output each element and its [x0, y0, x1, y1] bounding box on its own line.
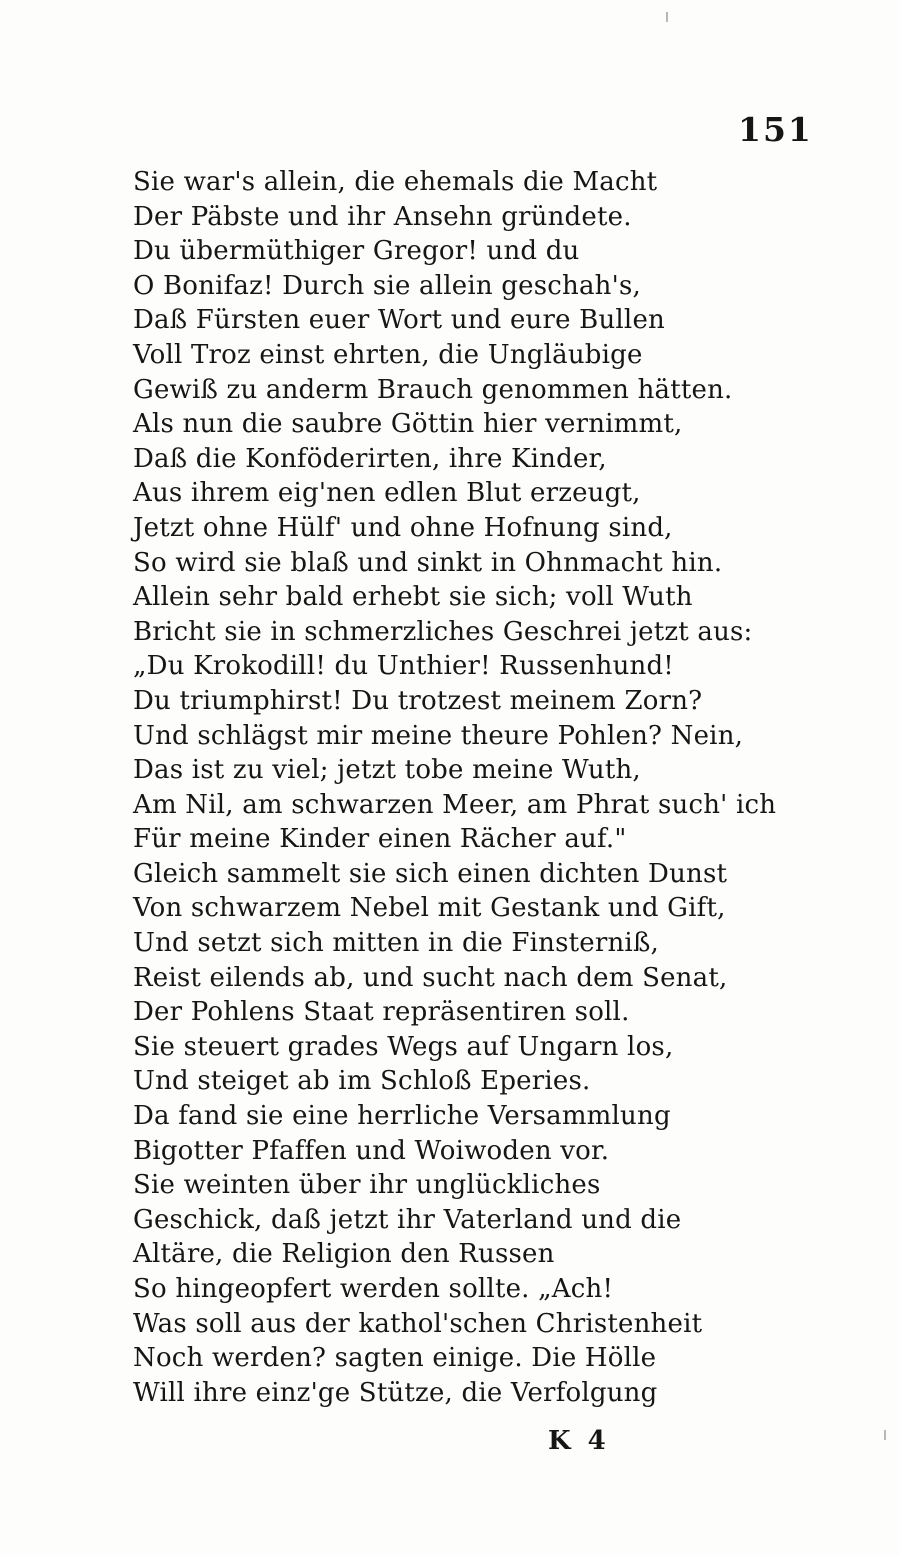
- verse-line: Der Päbste und ihr Ansehn gründete.: [133, 201, 632, 232]
- verse-line: Daß die Konföderirten, ihre Kinder,: [133, 443, 607, 474]
- verse-line: Und steiget ab im Schloß Eperies.: [133, 1066, 591, 1097]
- verse-line: Daß Fürsten euer Wort und eure Bullen: [133, 305, 665, 336]
- verse-line: Sie weinten über ihr unglückliches: [133, 1170, 601, 1201]
- verse-line: Für meine Kinder einen Rächer auf.": [133, 824, 627, 855]
- verse-line: Voll Troz einst ehrten, die Ungläubige: [133, 339, 643, 370]
- verse-line: Jetzt ohne Hülf' und ohne Hofnung sind,: [133, 512, 673, 543]
- verse-line: So wird sie blaß und sinkt in Ohnmacht hin.: [133, 547, 723, 578]
- verse-line: Der Pohlens Staat repräsentiren soll.: [133, 997, 630, 1028]
- verse-line: Was soll aus der kathol'schen Christenheit: [133, 1308, 703, 1339]
- verse-line: Bigotter Pfaffen und Woiwoden vor.: [133, 1135, 610, 1166]
- paper-speck: [666, 12, 668, 22]
- verse-line: Reist eilends ab, und sucht nach dem Senat,: [133, 962, 728, 993]
- verse-line: Du triumphirst! Du trotzest meinem Zorn?: [133, 685, 703, 716]
- verse-line: Aus ihrem eig'nen edlen Blut erzeugt,: [133, 478, 641, 509]
- verse-line: Da fand sie eine herrliche Versammlung: [133, 1101, 671, 1132]
- signature-mark: K 4: [548, 1426, 610, 1456]
- page-number: 151: [738, 110, 813, 149]
- verse-line: Du übermüthiger Gregor! und du: [133, 236, 580, 267]
- paper-speck: [884, 1430, 886, 1440]
- verse-line: Und schlägst mir meine theure Pohlen? Nein,: [133, 720, 744, 751]
- verse-line: So hingeopfert werden sollte. „Ach!: [133, 1274, 614, 1304]
- verse-line: „Du Krokodill! du Unthier! Russenhund!: [133, 651, 674, 682]
- verse-line: Noch werden? sagten einige. Die Hölle: [133, 1343, 657, 1374]
- verse-line: Von schwarzem Nebel mit Gestank und Gift,: [133, 893, 726, 924]
- verse-line: Bricht sie in schmerzliches Geschrei jetzt aus:: [133, 616, 753, 647]
- verse-line: Sie steuert grades Wegs auf Ungarn los,: [133, 1031, 674, 1062]
- verse-line: Das ist zu viel; jetzt tobe meine Wuth,: [133, 755, 641, 786]
- verse-line: Gleich sammelt sie sich einen dichten Dunst: [133, 858, 728, 889]
- verse-line: Geschick, daß jetzt ihr Vaterland und die: [133, 1204, 682, 1235]
- verse-line: Sie war's allein, die ehemals die Macht: [133, 167, 658, 197]
- verse-line: Will ihre einz'ge Stütze, die Verfolgung: [133, 1377, 658, 1408]
- verse-text: [133, 165, 833, 1410]
- verse-line: Altäre, die Religion den Russen: [133, 1239, 555, 1270]
- verse-line: Am Nil, am schwarzen Meer, am Phrat such' ich: [133, 789, 777, 820]
- verse-line: Gewiß zu anderm Brauch genommen hätten.: [133, 374, 733, 405]
- verse-line: Allein sehr bald erhebt sie sich; voll Wuth: [133, 582, 693, 613]
- verse-line: Und setzt sich mitten in die Finsterniß,: [133, 928, 659, 959]
- verse-line: Als nun die saubre Göttin hier vernimmt,: [133, 409, 683, 440]
- verse-line: O Bonifaz! Durch sie allein geschah's,: [133, 270, 641, 301]
